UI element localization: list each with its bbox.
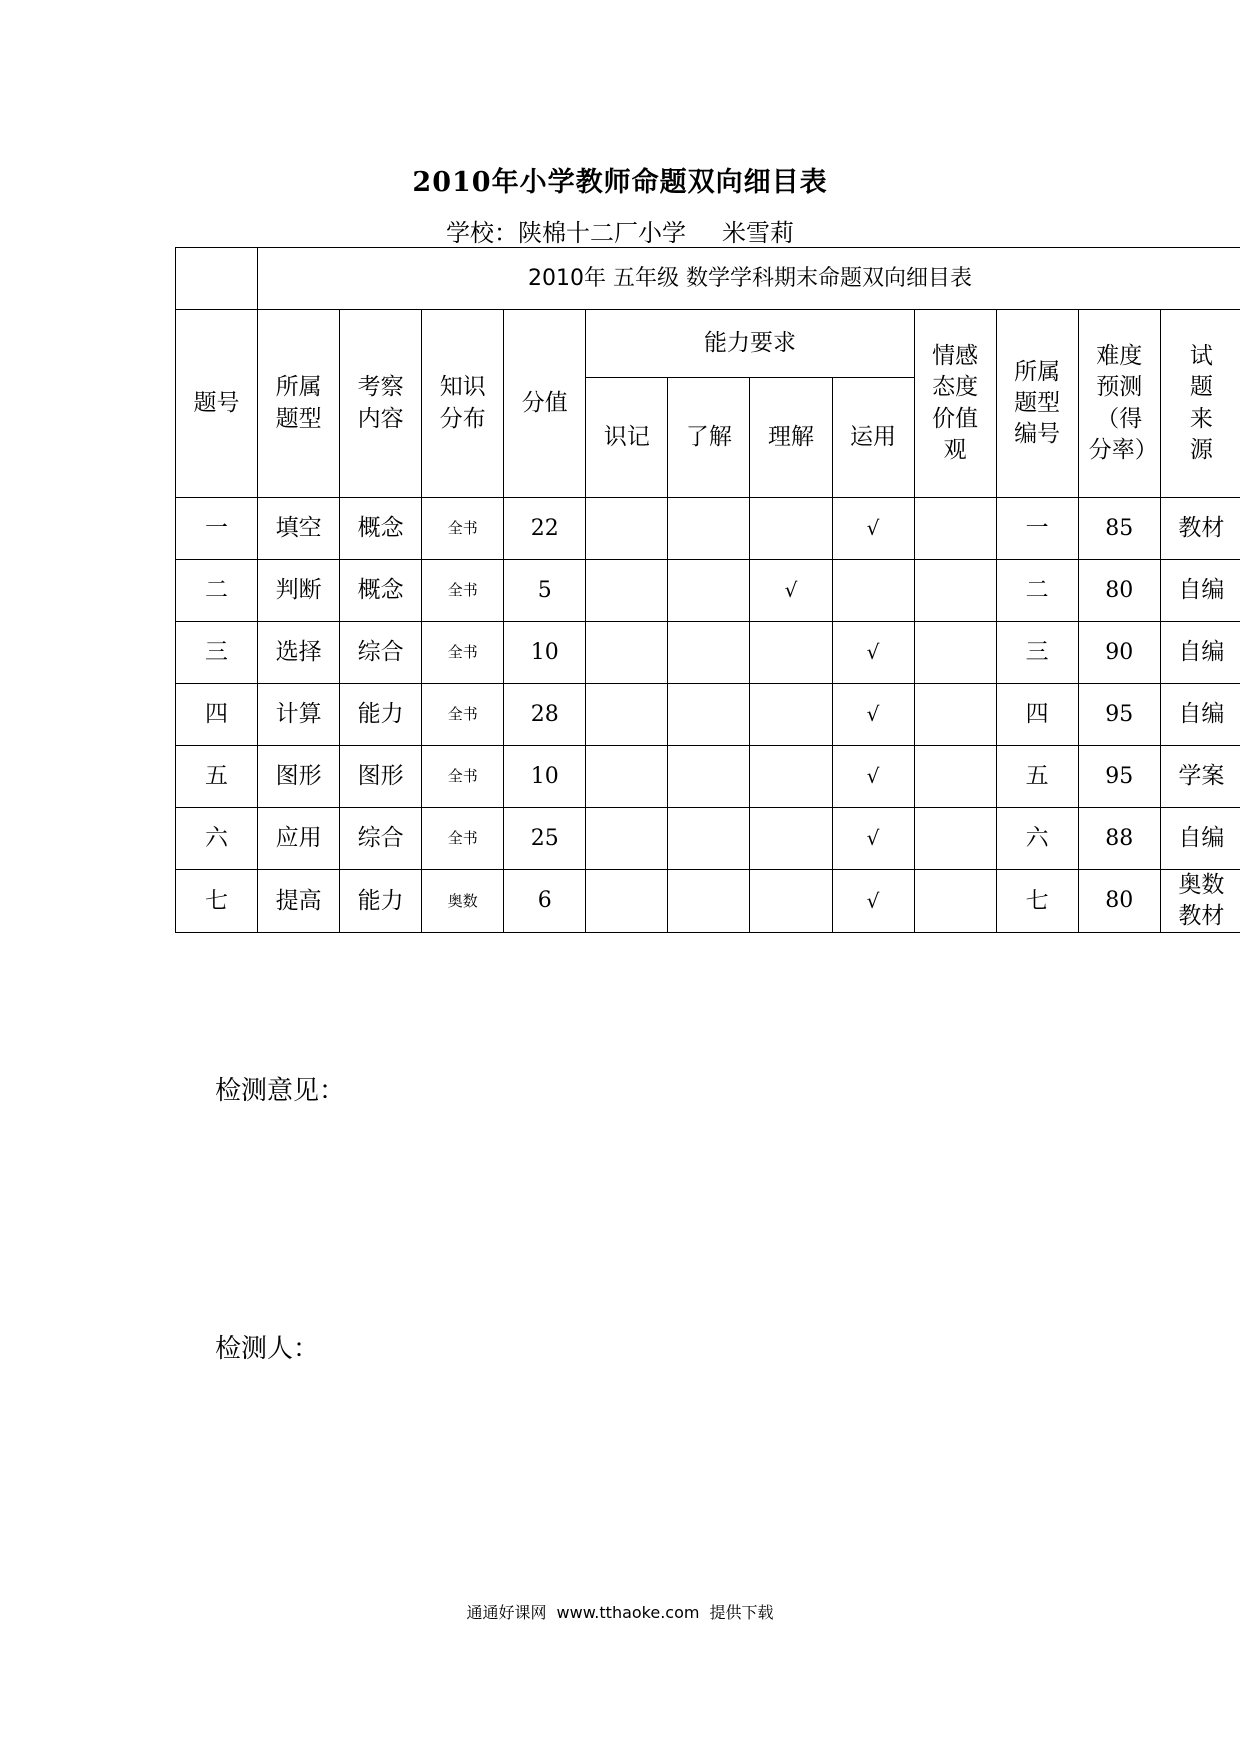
cell-source: 自编 bbox=[1160, 808, 1240, 870]
inspector-label: 检测人： bbox=[215, 1334, 320, 1364]
cell-ability-check bbox=[586, 808, 668, 870]
cell-attitude bbox=[914, 870, 996, 933]
cell-ability-check: √ bbox=[832, 746, 914, 808]
cell-question-type: 图形 bbox=[258, 746, 340, 808]
cell-source: 自编 bbox=[1160, 684, 1240, 746]
cell-content: 能力 bbox=[340, 870, 422, 933]
cell-difficulty: 95 bbox=[1078, 684, 1160, 746]
cell-knowledge: 全书 bbox=[422, 746, 504, 808]
cell-attitude bbox=[914, 684, 996, 746]
cell-content: 图形 bbox=[340, 746, 422, 808]
cell-difficulty: 90 bbox=[1078, 622, 1160, 684]
cell-content: 综合 bbox=[340, 808, 422, 870]
table-row bbox=[176, 808, 1240, 870]
document-title: 2010年小学教师命题双向细目表 bbox=[412, 167, 828, 198]
cell-attitude bbox=[914, 808, 996, 870]
table-row bbox=[176, 560, 1240, 622]
cell-number: 五 bbox=[176, 746, 258, 808]
cell-ability-check: √ bbox=[832, 684, 914, 746]
table-row bbox=[176, 684, 1240, 746]
footer-note: 提供下载 bbox=[709, 1603, 774, 1622]
header-content: 考察内容 bbox=[340, 310, 422, 498]
cell-question-type: 计算 bbox=[258, 684, 340, 746]
cell-ability-check bbox=[750, 808, 832, 870]
author-name: 米雪莉 bbox=[722, 219, 794, 247]
cell-score: 22 bbox=[504, 498, 586, 560]
cell-ability-check bbox=[586, 560, 668, 622]
cell-attitude bbox=[914, 498, 996, 560]
table-row bbox=[176, 746, 1240, 808]
cell-type-number: 七 bbox=[996, 870, 1078, 933]
cell-ability-check: √ bbox=[832, 622, 914, 684]
cell-ability-check: √ bbox=[832, 870, 914, 933]
corner-cell bbox=[176, 248, 258, 310]
cell-question-type: 选择 bbox=[258, 622, 340, 684]
cell-source: 教材 bbox=[1160, 498, 1240, 560]
footer bbox=[0, 1600, 1240, 1623]
cell-type-number: 四 bbox=[996, 684, 1078, 746]
cell-question-type: 应用 bbox=[258, 808, 340, 870]
cell-ability-check bbox=[668, 870, 750, 933]
table-row bbox=[176, 622, 1240, 684]
cell-ability-check bbox=[668, 498, 750, 560]
cell-number: 一 bbox=[176, 498, 258, 560]
cell-knowledge: 全书 bbox=[422, 684, 504, 746]
cell-ability-check bbox=[586, 684, 668, 746]
cell-attitude bbox=[914, 622, 996, 684]
table-caption: 2010年 五年级 数学学科期末命题双向细目表 bbox=[258, 248, 1240, 310]
cell-ability-check: √ bbox=[750, 560, 832, 622]
header-question-type: 所属题型 bbox=[258, 310, 340, 498]
cell-ability-check bbox=[750, 622, 832, 684]
cell-ability-check bbox=[668, 560, 750, 622]
header-ability-apply: 运用 bbox=[832, 378, 914, 498]
cell-number: 二 bbox=[176, 560, 258, 622]
footer-url: www.tthaoke.com bbox=[556, 1603, 700, 1622]
cell-score: 28 bbox=[504, 684, 586, 746]
table-row bbox=[176, 498, 1240, 560]
review-opinion-label: 检测意见： bbox=[215, 1076, 346, 1106]
cell-number: 七 bbox=[176, 870, 258, 933]
school-line bbox=[0, 213, 1240, 248]
cell-score: 10 bbox=[504, 622, 586, 684]
header-source: 试题来源 bbox=[1160, 310, 1240, 498]
cell-source: 学案 bbox=[1160, 746, 1240, 808]
cell-number: 三 bbox=[176, 622, 258, 684]
cell-question-type: 判断 bbox=[258, 560, 340, 622]
cell-source: 自编 bbox=[1160, 622, 1240, 684]
cell-difficulty: 80 bbox=[1078, 870, 1160, 933]
cell-knowledge: 全书 bbox=[422, 622, 504, 684]
cell-type-number: 三 bbox=[996, 622, 1078, 684]
header-type-number: 所属题型编号 bbox=[996, 310, 1078, 498]
header-ability-know: 了解 bbox=[668, 378, 750, 498]
cell-ability-check bbox=[668, 746, 750, 808]
cell-ability-check bbox=[586, 870, 668, 933]
cell-ability-check bbox=[750, 684, 832, 746]
cell-ability-check bbox=[586, 746, 668, 808]
cell-difficulty: 80 bbox=[1078, 560, 1160, 622]
cell-ability-check bbox=[750, 498, 832, 560]
cell-type-number: 二 bbox=[996, 560, 1078, 622]
header-ability: 能力要求 bbox=[586, 310, 914, 378]
cell-ability-check bbox=[832, 560, 914, 622]
cell-ability-check bbox=[586, 498, 668, 560]
cell-type-number: 五 bbox=[996, 746, 1078, 808]
cell-score: 5 bbox=[504, 560, 586, 622]
cell-ability-check bbox=[668, 622, 750, 684]
header-ability-understand: 理解 bbox=[750, 378, 832, 498]
cell-number: 四 bbox=[176, 684, 258, 746]
header-attitude: 情感态度价值观 bbox=[914, 310, 996, 498]
cell-content: 概念 bbox=[340, 498, 422, 560]
cell-question-type: 填空 bbox=[258, 498, 340, 560]
cell-source: 自编 bbox=[1160, 560, 1240, 622]
footer-site: 通通好课网 bbox=[466, 1603, 547, 1622]
cell-ability-check bbox=[586, 622, 668, 684]
cell-attitude bbox=[914, 746, 996, 808]
header-knowledge: 知识分布 bbox=[422, 310, 504, 498]
cell-knowledge: 全书 bbox=[422, 498, 504, 560]
cell-knowledge: 全书 bbox=[422, 560, 504, 622]
cell-knowledge: 全书 bbox=[422, 808, 504, 870]
cell-type-number: 一 bbox=[996, 498, 1078, 560]
cell-ability-check bbox=[750, 746, 832, 808]
cell-ability-check: √ bbox=[832, 498, 914, 560]
cell-content: 概念 bbox=[340, 560, 422, 622]
header-difficulty: 难度预测（得分率） bbox=[1078, 310, 1160, 498]
header-number: 题号 bbox=[176, 310, 258, 498]
header-ability-recall: 识记 bbox=[586, 378, 668, 498]
cell-difficulty: 88 bbox=[1078, 808, 1160, 870]
cell-score: 6 bbox=[504, 870, 586, 933]
cell-difficulty: 95 bbox=[1078, 746, 1160, 808]
cell-ability-check bbox=[668, 808, 750, 870]
cell-attitude bbox=[914, 560, 996, 622]
cell-source: 奥数教材 bbox=[1160, 870, 1240, 933]
cell-score: 10 bbox=[504, 746, 586, 808]
cell-ability-check: √ bbox=[832, 808, 914, 870]
cell-score: 25 bbox=[504, 808, 586, 870]
cell-type-number: 六 bbox=[996, 808, 1078, 870]
cell-content: 综合 bbox=[340, 622, 422, 684]
cell-difficulty: 85 bbox=[1078, 498, 1160, 560]
header-score: 分值 bbox=[504, 310, 586, 498]
cell-number: 六 bbox=[176, 808, 258, 870]
cell-ability-check bbox=[750, 870, 832, 933]
design-table bbox=[175, 247, 1240, 933]
table-row bbox=[176, 870, 1240, 933]
school-name: 学校：陕棉十二厂小学 bbox=[446, 219, 686, 247]
cell-question-type: 提高 bbox=[258, 870, 340, 933]
cell-ability-check bbox=[668, 684, 750, 746]
cell-content: 能力 bbox=[340, 684, 422, 746]
cell-knowledge: 奥数 bbox=[422, 870, 504, 933]
